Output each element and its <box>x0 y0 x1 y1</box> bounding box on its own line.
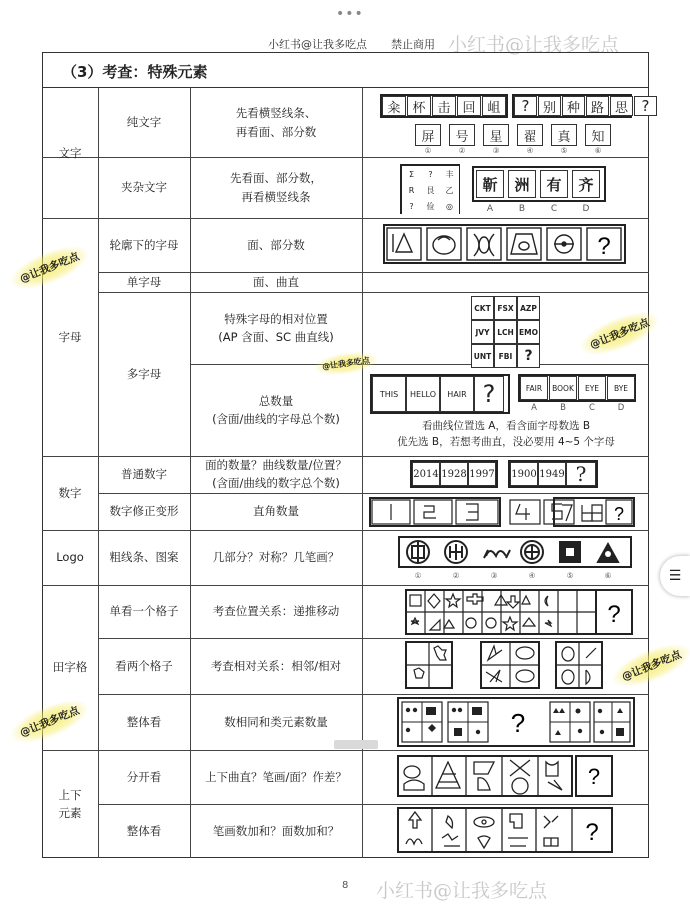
char-cell: 籴 <box>382 96 406 116</box>
type-dankan: 单看一个格子 <box>109 604 179 619</box>
question-mark: ? <box>634 96 657 116</box>
desc-xiangduiweizhi: 特殊字母的相对位置 (AP 含面、SC 曲直线) <box>218 311 334 344</box>
svg-text:?: ? <box>587 764 601 789</box>
desc-lunkuo: 面、部分数 <box>247 237 305 252</box>
number-cell: 1997 <box>468 462 496 486</box>
char-cell: 路 <box>586 96 609 116</box>
logo-number: ⑤ <box>566 571 574 580</box>
type-putongshuzi: 普通数字 <box>121 467 167 482</box>
desc-dankan: 考查位置关系：递推移动 <box>212 604 340 619</box>
number-cell: 1949 <box>538 462 566 486</box>
svg-text:?: ? <box>585 819 599 846</box>
letter-group: UNT <box>471 344 494 368</box>
type-duozimu: 多字母 <box>126 366 162 381</box>
desc-zongshuliang: 总数量 (含面/曲线的字母总个数) <box>212 393 340 426</box>
note-line1: 看曲线位置选 A，看含面字母数选 B <box>421 419 591 432</box>
word-cell: HAIR <box>440 376 474 412</box>
option-char: 屏 <box>415 124 441 146</box>
grid-cell: 乙 <box>440 182 459 198</box>
page-number: 8 <box>342 880 349 891</box>
redaction-bar <box>334 740 378 749</box>
type-fenkai: 分开看 <box>126 769 162 784</box>
letter-group: JVY <box>471 320 494 344</box>
type-liangge: 看两个格子 <box>115 658 173 673</box>
svg-text:?: ? <box>607 601 621 628</box>
option-letter: C <box>589 403 595 413</box>
number-cell: 2014 <box>412 462 440 486</box>
logo-figures <box>398 536 632 568</box>
option-letter: D <box>617 403 625 413</box>
logo-number: ② <box>452 571 460 580</box>
option-number: ② <box>458 146 466 155</box>
logo-number: ④ <box>528 571 536 580</box>
option-char: 洲 <box>508 170 536 198</box>
updown-separate-figures <box>398 756 612 796</box>
option-letter: B <box>560 403 566 413</box>
option-char: 知 <box>585 124 611 146</box>
option-number: ④ <box>526 146 534 155</box>
desc-zhengti: 数相同和类元素数量 <box>224 714 328 729</box>
type-danzimu: 单字母 <box>126 274 162 289</box>
option-char: 星 <box>483 124 509 146</box>
digit-variant-figures <box>370 497 634 527</box>
type-zhengti2: 整体看 <box>126 823 162 838</box>
letter-group: FBI <box>494 344 517 368</box>
grid-pair-figures <box>406 642 602 690</box>
option-letter: D <box>582 204 590 214</box>
author-stamp: @让我多吃点 <box>607 636 690 696</box>
type-lunkuo: 轮廓下的字母 <box>109 237 179 252</box>
option-letter: C <box>550 204 558 214</box>
desc-logo: 几部分？对称？几笔画？ <box>212 550 340 565</box>
option-char: 有 <box>540 170 568 198</box>
type-shuzixiuzheng: 数字修正变形 <box>109 504 179 519</box>
char-cell: 别 <box>538 96 561 116</box>
letter-group: AZP <box>517 296 540 320</box>
question-mark: ? <box>517 344 540 368</box>
question-mark: ? <box>566 462 596 486</box>
grid-cell: ? <box>402 198 421 214</box>
author-stamp: @让我多吃点 <box>575 304 664 364</box>
option-char: 靳 <box>476 170 504 198</box>
letter-group: CKT <box>471 296 494 320</box>
updown-whole-figures <box>398 808 612 852</box>
page-header <box>268 36 435 52</box>
desc-jiazawenzi: 先看面、部分数， 再看横竖线条 <box>230 171 322 204</box>
option-number: ⑥ <box>594 146 602 155</box>
char-cell: 岨 <box>482 96 506 116</box>
option-char: 齐 <box>572 170 600 198</box>
svg-text:?: ? <box>597 233 611 260</box>
cat-tianzi: 田字格 <box>52 660 88 675</box>
type-jiazawenzi: 夹杂文字 <box>121 180 167 195</box>
grid-cell: ◎ <box>440 198 459 214</box>
cat-zimu: 字母 <box>58 329 82 344</box>
cat-wenzi: 文字 <box>58 145 82 160</box>
char-cell: 种 <box>562 96 585 116</box>
desc-fenkai: 上下曲直？笔画/面？作差？ <box>205 769 347 784</box>
char-cell: 杯 <box>407 96 431 116</box>
option-word: BOOK <box>549 376 577 400</box>
word-cell: THIS <box>372 376 406 412</box>
section-title: （3）考查：特殊元素 <box>42 52 649 88</box>
grid-cell: ? <box>421 166 440 182</box>
number-cell: 1900 <box>510 462 538 486</box>
char-cell: 思 <box>610 96 633 116</box>
note-line2: 优先选 B，若想考曲直，没必要用 4~5 个字母 <box>397 435 615 448</box>
type-chunwenzi: 纯文字 <box>126 115 162 130</box>
option-number: ① <box>424 146 432 155</box>
char-cell: 击 <box>432 96 456 116</box>
type-zhengti: 整体看 <box>126 714 162 729</box>
cat-shuzi: 数字 <box>58 485 82 500</box>
letter-group: LCH <box>494 320 517 344</box>
type-cuxiantiao: 粗线条、图案 <box>109 550 179 565</box>
author-stamp: @让我多吃点 <box>5 692 94 752</box>
letter-group: EMO <box>517 320 540 344</box>
grid-cell: 丰 <box>440 166 459 182</box>
option-char: 号 <box>449 124 475 146</box>
desc-putongshuzi: 面的数量？曲线数量/位置？ (含面/曲线的数字总个数) <box>205 458 347 490</box>
cat-logo: Logo <box>56 550 84 565</box>
logo-number: ③ <box>490 571 498 580</box>
desc-liangge: 考查相对关系：相邻/相对 <box>210 658 342 673</box>
author-stamp: @让我多吃点 <box>5 238 94 298</box>
window-dots[interactable]: ••• <box>336 6 364 22</box>
watermark-top: 小红书@让我多吃点 <box>448 34 620 56</box>
grid-cell: 艮 <box>421 182 440 198</box>
desc-zhengti2: 笔画数加和？面数加和？ <box>212 823 340 838</box>
grid-cell: R <box>402 182 421 198</box>
grid-cell: Σ <box>402 166 421 182</box>
option-letter: A <box>486 204 494 214</box>
letter-group: FSX <box>494 296 517 320</box>
word-cell: HELLO <box>406 376 440 412</box>
svg-text:?: ? <box>510 708 526 738</box>
header-notice: 禁止商用 <box>391 38 435 51</box>
cat-shangxia: 上下 元素 <box>58 787 82 820</box>
option-word: BYE <box>607 376 635 400</box>
question-mark: ? <box>514 96 537 116</box>
watermark-bottom: 小红书@让我多吃点 <box>376 880 548 902</box>
option-word: EYE <box>578 376 606 400</box>
menu-icon[interactable]: ☰ <box>660 556 690 596</box>
desc-chunwenzi: 先看横竖线条、 再看面、部分数 <box>235 106 317 139</box>
option-word: FAIR <box>520 376 548 400</box>
option-letter: B <box>518 204 526 214</box>
option-number: ③ <box>492 146 500 155</box>
author-stamp-small: @让我多吃点 <box>313 349 379 379</box>
header-author: 小红书@让我多吃点 <box>268 38 367 51</box>
option-char: 真 <box>551 124 577 146</box>
grid-single-figures <box>406 590 632 634</box>
option-number: ⑤ <box>560 146 568 155</box>
desc-danzimu: 面、曲直 <box>253 274 299 289</box>
logo-number: ① <box>414 571 422 580</box>
char-cell: 回 <box>457 96 481 116</box>
number-cell: 1928 <box>440 462 468 486</box>
option-letter: A <box>531 403 537 413</box>
svg-text:?: ? <box>613 504 625 524</box>
question-mark: ? <box>474 376 504 412</box>
grid-cell: 俭 <box>421 198 440 214</box>
option-char: 翟 <box>517 124 543 146</box>
logo-number: ⑥ <box>604 571 612 580</box>
outline-letter-figures <box>383 224 626 264</box>
desc-zhijiao: 直角数量 <box>253 504 299 519</box>
grid-whole-figures <box>398 698 634 746</box>
